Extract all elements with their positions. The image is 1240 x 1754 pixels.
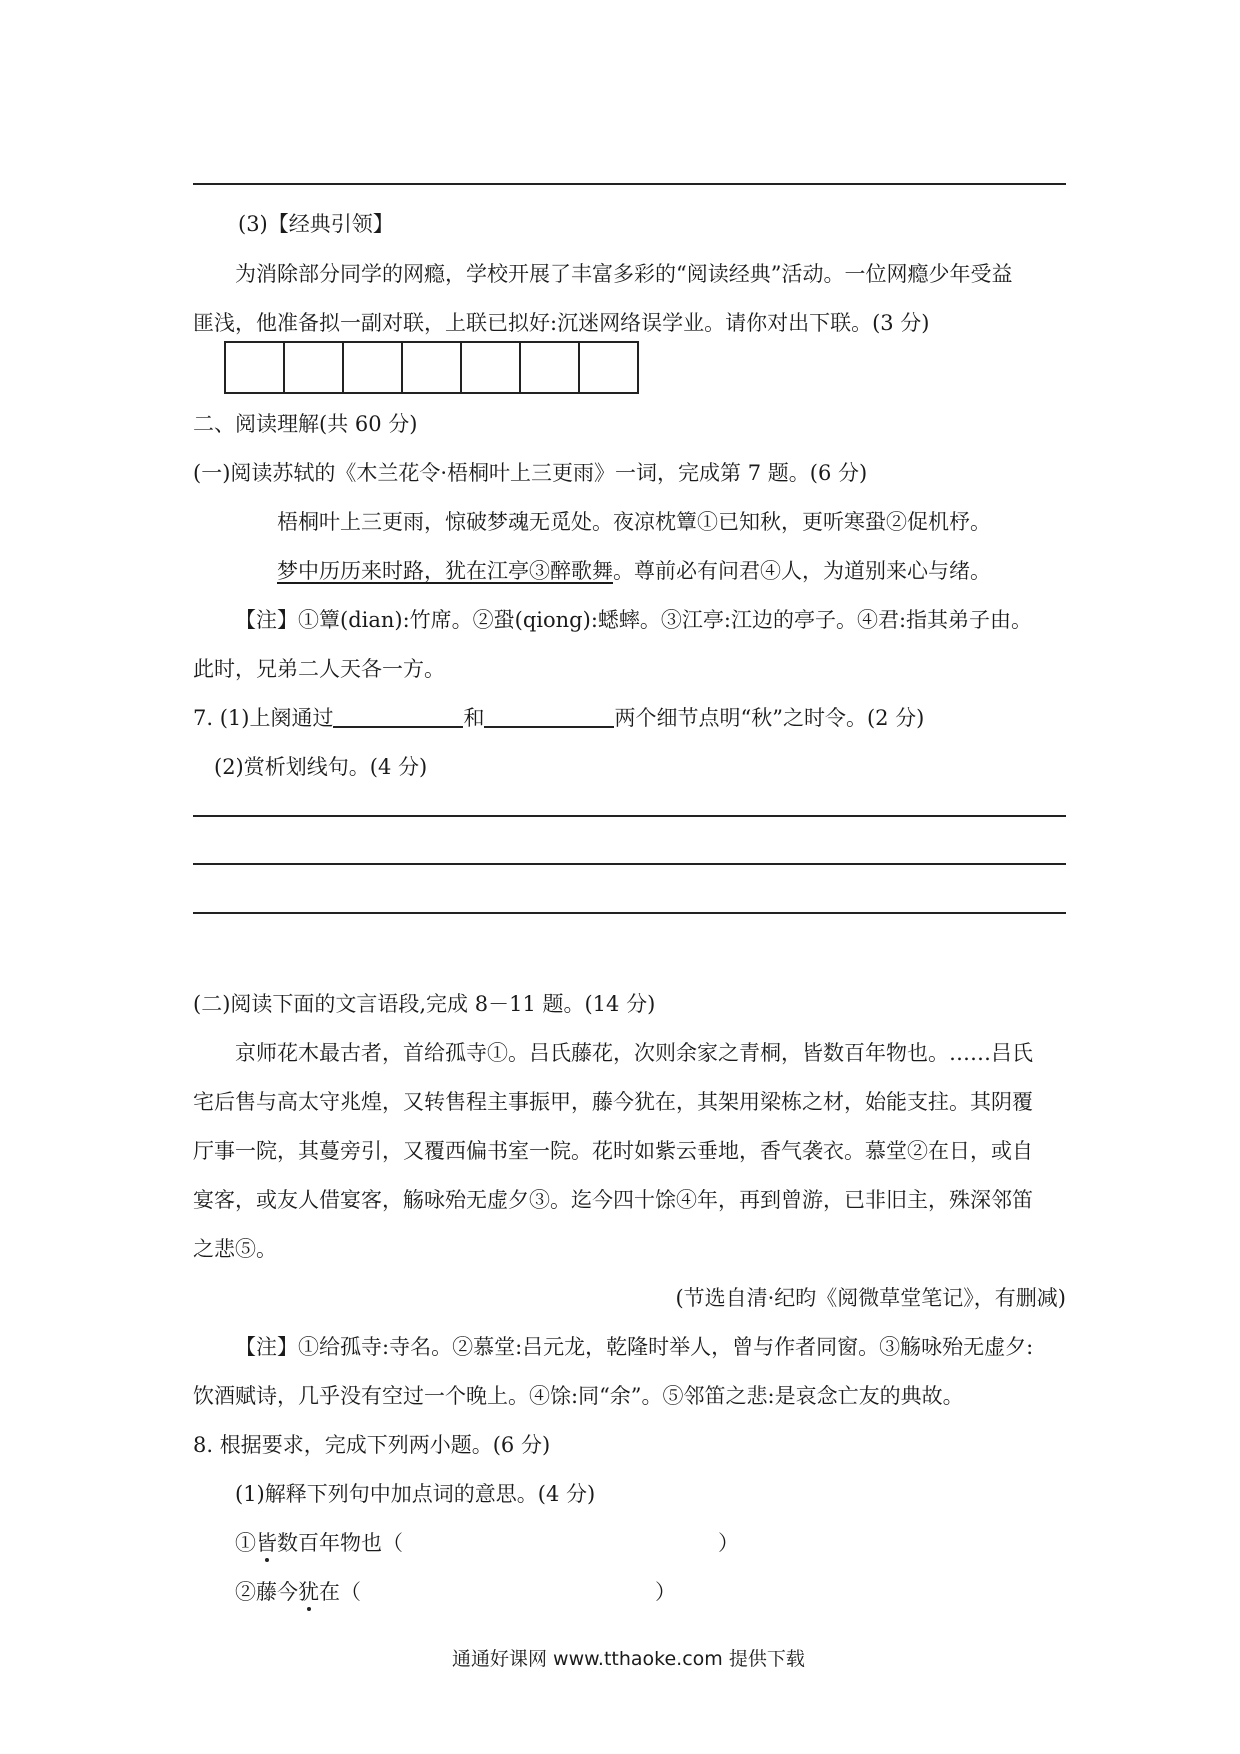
q8-subquestion1: (1)解释下列句中加点词的意思。(4 分) — [235, 1482, 596, 1506]
answer-box[interactable] — [342, 341, 403, 394]
top-rule — [193, 183, 1066, 185]
answer-line[interactable] — [193, 863, 1066, 865]
classical-line: 厅事一院，其蔓旁引，又覆西偏书室一院。花时如紫云垂地，香气袭衣。慕堂②在日，或自 — [193, 1139, 1033, 1163]
q7-part1-mid: 和 — [463, 706, 485, 730]
underlined-sentence: 梦中历历来时路，犹在江亭③醉歌舞 — [277, 559, 613, 583]
footer: 通通好课网 www.tthaoke.com 提供下载 — [452, 1648, 805, 1670]
dotted-word: 皆 — [256, 1531, 277, 1555]
poem-note-line2: 此时，兄弟二人天各一方。 — [193, 657, 445, 681]
answer-blank[interactable] — [484, 702, 614, 728]
q8-item2-prefix: ②藤今 — [235, 1580, 298, 1604]
q8-item2-close: ） — [655, 1580, 676, 1604]
classical-line: 宅后售与高太守兆煌，又转售程主事振甲，藤今犹在，其架用梁栋之材，始能支拄。其阴覆 — [193, 1090, 1033, 1114]
answer-blank[interactable] — [333, 702, 463, 728]
answer-line[interactable] — [193, 815, 1066, 817]
classical-line: 京师花木最古者，首给孤寺①。吕氏藤花，次则余家之青桐，皆数百年物也。……吕氏 — [235, 1041, 1033, 1065]
q7-part1 — [193, 702, 924, 732]
q8-item1-text: 数百年物也（ — [277, 1531, 403, 1555]
answer-box[interactable] — [578, 341, 639, 394]
classical-note-line1: 【注】①给孤寺:寺名。②慕堂:吕元龙，乾隆时举人，曾与作者同窗。③觞咏殆无虚夕: — [235, 1335, 1034, 1359]
q8-item2-text: 在（ — [319, 1580, 361, 1604]
poem-line1: 梧桐叶上三更雨，惊破梦魂无觅处。夜凉枕簟①已知秋，更听寒蛩②促机杼。 — [277, 510, 991, 534]
poem-note-line1: 【注】①簟(dian):竹席。②蛩(qiong):蟋蟀。③江亭:江边的亭子。④君:指其弟子由。 — [235, 608, 1033, 632]
answer-box[interactable] — [224, 341, 285, 394]
q7-part1-prefix: 7. (1)上阕通过 — [193, 706, 334, 730]
q8-item2 — [235, 1576, 361, 1606]
answer-line[interactable] — [193, 912, 1066, 914]
q8-item1-prefix: ① — [235, 1531, 256, 1555]
answer-box[interactable] — [460, 341, 521, 394]
classical-note-line2: 饮酒赋诗，几乎没有空过一个晚上。④馀:同“余”。⑤邻笛之悲:是哀念亡友的典故。 — [193, 1384, 964, 1408]
dotted-word: 犹 — [298, 1580, 319, 1604]
answer-box[interactable] — [401, 341, 462, 394]
section3-paragraph-line2: 匪浅，他准备拟一副对联，上联已拟好:沉迷网络误学业。请你对出下联。(3 分) — [193, 311, 930, 335]
poem-line2-rest: 。尊前必有问君④人，为道别来心与绪。 — [613, 559, 991, 583]
section3-paragraph-line1: 为消除部分同学的网瘾，学校开展了丰富多彩的“阅读经典”活动。一位网瘾少年受益 — [235, 262, 1013, 286]
section3-heading: (3)【经典引领】 — [238, 212, 394, 236]
classical-intro: (二)阅读下面的文言语段,完成 8－11 题。(14 分) — [193, 992, 656, 1016]
poem-intro: (一)阅读苏轼的《木兰花令·梧桐叶上三更雨》一词，完成第 7 题。(6 分) — [193, 461, 868, 485]
q7-part1-suffix: 两个细节点明“秋”之时令。(2 分) — [614, 706, 925, 730]
classical-source: (节选自清·纪昀《阅微草堂笔记》，有删减) — [675, 1286, 1066, 1310]
poem-line2 — [277, 555, 991, 585]
couplet-answer-boxes — [224, 341, 639, 394]
classical-line: 之悲⑤。 — [193, 1237, 277, 1261]
q7-part2: (2)赏析划线句。(4 分) — [214, 755, 428, 779]
answer-box[interactable] — [519, 341, 580, 394]
q8-item1 — [235, 1527, 403, 1557]
classical-line: 宴客，或友人借宴客，觞咏殆无虚夕③。迄今四十馀④年，再到曾游，已非旧主，殊深邻笛 — [193, 1188, 1033, 1212]
q8-item1-close: ） — [718, 1531, 739, 1555]
q8-title: 8. 根据要求，完成下列两小题。(6 分) — [193, 1433, 551, 1457]
answer-box[interactable] — [283, 341, 344, 394]
part2-title: 二、阅读理解(共 60 分) — [193, 412, 418, 436]
